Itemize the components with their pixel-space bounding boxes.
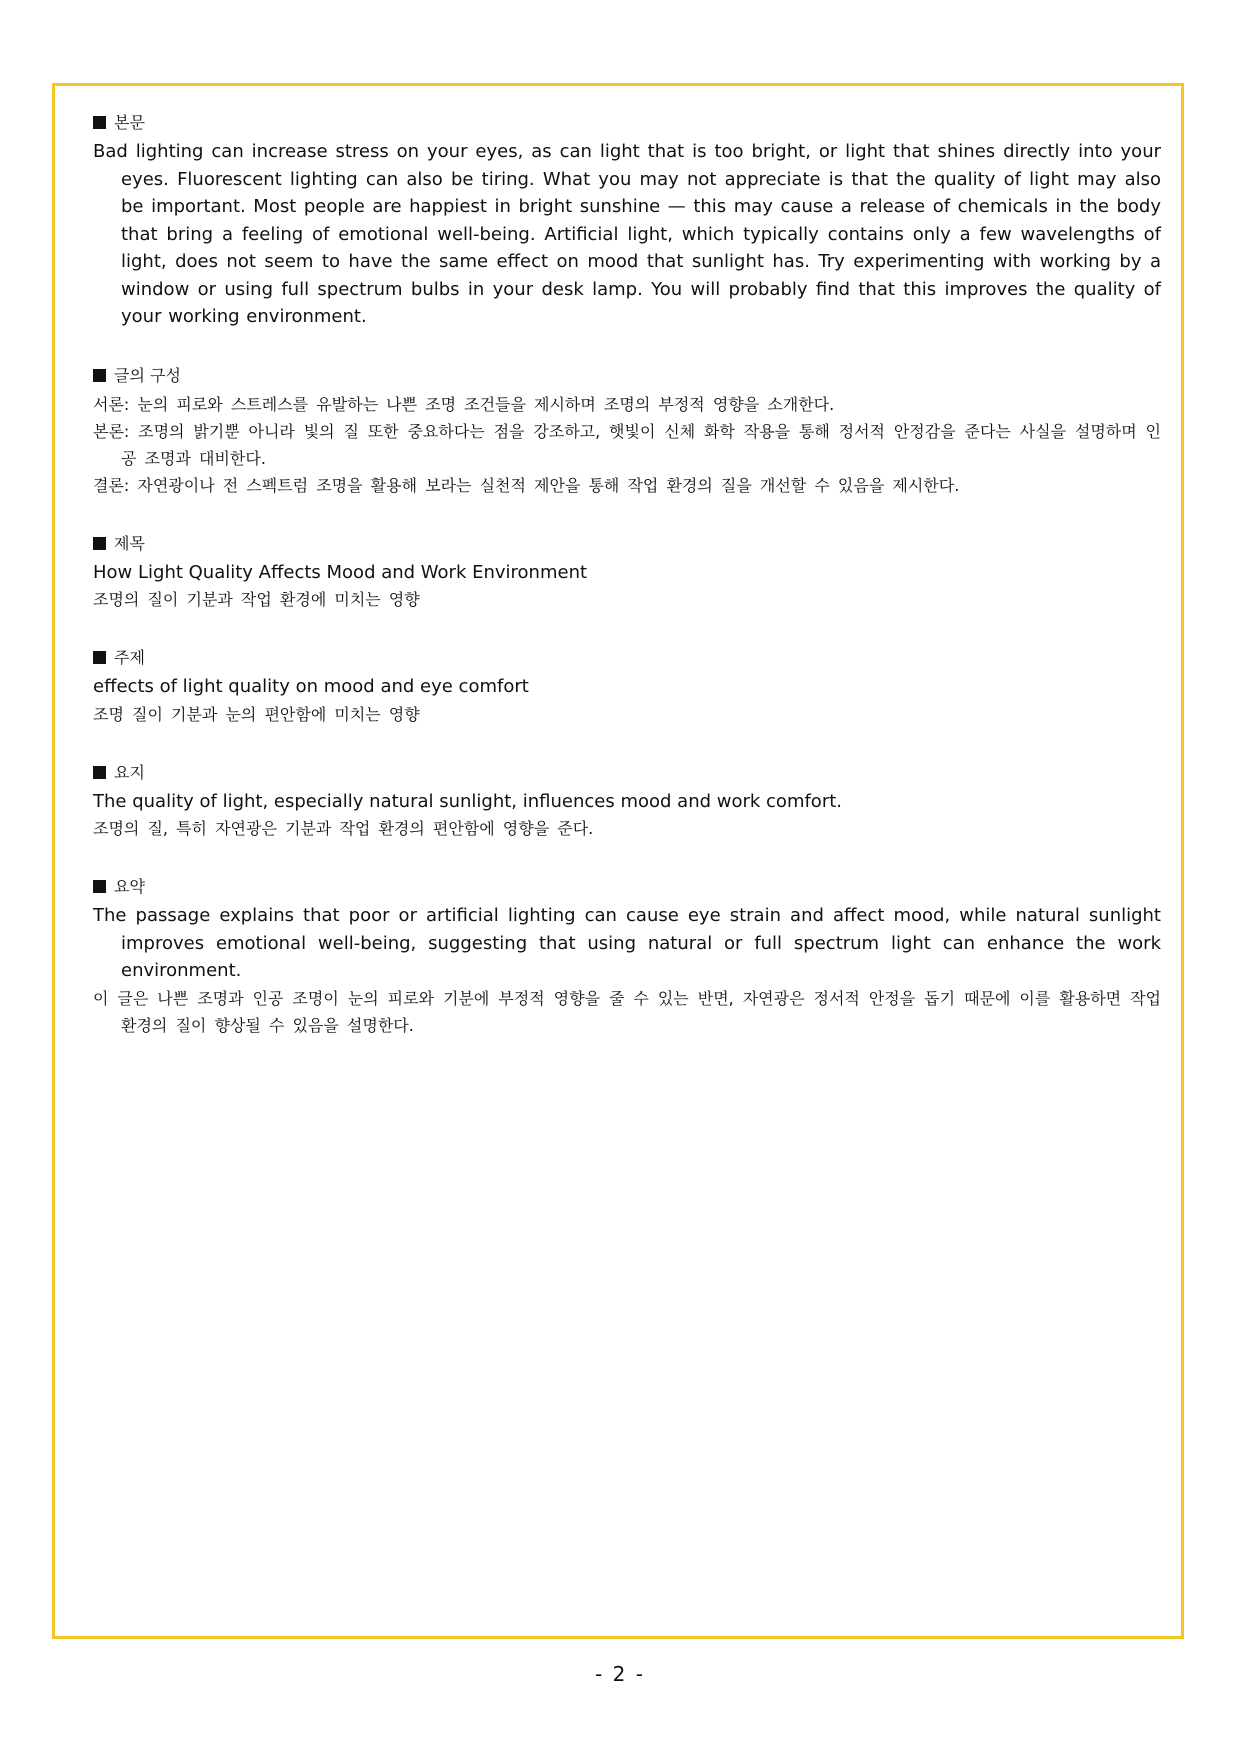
section-title	[93, 531, 1161, 614]
passage-text: Bad lighting can increase stress on your eyes, as can light that is too bright, or light that shines directly into your eyes. Fluorescent lighting can also be tiring. What you may not appreciate is that the quality of light may also be important. Most people are happiest in bright sunshine — this may cause a release of chemicals in the body that bring a feeling of emotional well-being. Artificial light, which typically contains only a few wavelengths of light, does not seem to have the same effect on mood that sunlight has. Try experimenting with working by a window or using full spectrum bulbs in your desk lamp. You will probably find that this improves the quality of your working environment.	[93, 141, 1161, 327]
section-heading	[93, 531, 1161, 557]
section-heading-label: 주제	[114, 648, 145, 667]
topic-english: effects of light quality on mood and eye comfort	[93, 676, 529, 697]
section-gist	[93, 760, 1161, 843]
section-heading-label: 글의 구성	[114, 365, 181, 385]
section-heading	[93, 363, 1161, 389]
structure-conclusion: 결론: 자연광이나 전 스펙트럼 조명을 활용해 보라는 실천적 제안을 통해 작업 환경의 질을 개선할 수 있음을 제시한다.	[93, 475, 960, 495]
square-bullet-icon	[93, 537, 106, 550]
square-bullet-icon	[93, 369, 106, 382]
topic-korean: 조명 질이 기분과 눈의 편안함에 미치는 영향	[93, 704, 420, 724]
structure-body: 본론: 조명의 밝기뿐 아니라 빛의 질 또한 중요하다는 점을 강조하고, 햇빛이 신체 화학 작용을 통해 정서적 안정감을 준다는 사실을 설명하며 인공 조명과 대비한다.	[93, 421, 1161, 468]
section-heading	[93, 110, 1161, 136]
section-structure	[93, 363, 1161, 499]
square-bullet-icon	[93, 766, 106, 779]
document-content	[93, 110, 1161, 1071]
structure-introduction: 서론: 눈의 피로와 스트레스를 유발하는 나쁜 조명 조건들을 제시하며 조명의 부정적 영향을 소개한다.	[93, 394, 835, 414]
section-body	[93, 110, 1161, 331]
square-bullet-icon	[93, 651, 106, 664]
section-heading-label: 요약	[114, 877, 145, 896]
summary-english: The passage explains that poor or artificial lighting can cause eye strain and affect mood, while natural sunlight improves emotional well-being, suggesting that using natural or full spectrum light can enhance the work environment.	[93, 905, 1161, 981]
section-heading-label: 요지	[114, 762, 145, 782]
gist-english: The quality of light, especially natural sunlight, influences mood and work comfort.	[93, 790, 843, 812]
page-number: - 2 -	[595, 1662, 645, 1686]
title-english: How Light Quality Affects Mood and Work Environment	[93, 561, 588, 583]
section-heading	[93, 645, 1161, 671]
square-bullet-icon	[93, 880, 106, 893]
section-summary	[93, 874, 1161, 1039]
gist-korean: 조명의 질, 특히 자연광은 기분과 작업 환경의 편안함에 영향을 준다.	[93, 819, 594, 838]
section-topic	[93, 645, 1161, 728]
section-heading-label: 본문	[114, 113, 145, 132]
section-heading-label: 제목	[114, 533, 145, 553]
section-heading	[93, 760, 1161, 786]
summary-korean: 이 글은 나쁜 조명과 인공 조명이 눈의 피로와 기분에 부정적 영향을 줄 수 있는 반면, 자연광은 정서적 안정을 돕기 때문에 이를 활용하면 작업 환경의 질이 향상될 수 있음을 설명한다.	[93, 988, 1161, 1035]
section-heading	[93, 874, 1161, 900]
title-korean: 조명의 질이 기분과 작업 환경에 미치는 영향	[93, 590, 420, 609]
square-bullet-icon	[93, 116, 106, 129]
